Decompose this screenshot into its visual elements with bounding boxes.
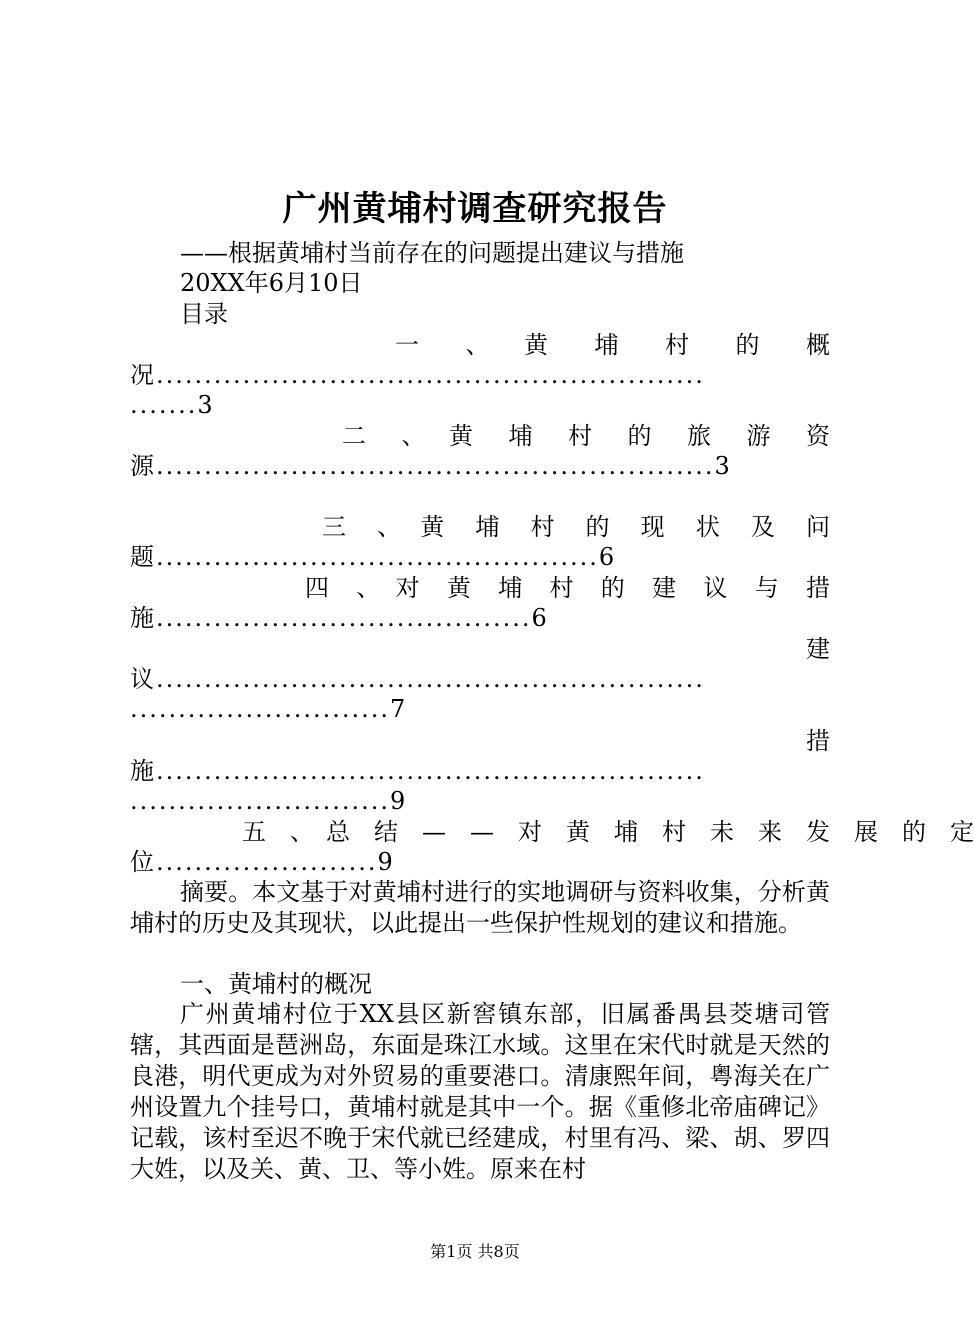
page-footer: 第1页 共8页 bbox=[430, 1242, 520, 1261]
toc-heading: 目录 bbox=[180, 300, 228, 328]
toc-entry[interactable] bbox=[130, 421, 830, 481]
document-date: 20XX年6月10日 bbox=[180, 269, 363, 297]
toc-entry[interactable] bbox=[130, 726, 830, 816]
toc-entry-leader: 源..........................................................3 bbox=[130, 452, 732, 480]
toc-entry-leader: 施......................................................... bbox=[130, 757, 705, 785]
toc-entry-leader: 位.......................9 bbox=[130, 848, 395, 876]
document-title: 广州黄埔村调查研究报告 bbox=[282, 189, 668, 229]
toc-entry-leader: 议......................................................... bbox=[130, 665, 705, 693]
body-paragraph: 广州黄埔村位于XX县区新窖镇东部，旧属番禺县茭塘司管辖，其西面是琶洲岛，东面是珠江水域。这里在宋代时就是天然的良港，明代更成为对外贸易的重要港口。清康熙年间，粤海关在广州设置九个挂号口，黄埔村就是其中一个。据《重修北帝庙碑记》记载，该村至迟不晚于宋代就已经建成，村里有冯、梁、胡、罗四大姓，以及关、黄、卫、等小姓。原来在村 bbox=[130, 1000, 830, 1183]
toc-entry-leader: 题..............................................6 bbox=[130, 543, 617, 571]
toc-entry-leader: 施.......................................6 bbox=[130, 604, 549, 632]
toc-entry[interactable] bbox=[130, 512, 830, 572]
toc-entry-head: 一 、 黄 埔 村 的 概 bbox=[395, 331, 830, 359]
toc-entry-leader-continued: ...........................7 bbox=[130, 695, 408, 723]
document-subtitle: ——根据黄埔村当前存在的问题提出建议与措施 bbox=[180, 239, 684, 267]
toc-entry-head: 二 、 黄 埔 村 的 旅 游 资 bbox=[342, 422, 830, 450]
toc-entry-head: 建 bbox=[806, 635, 830, 663]
toc-entry[interactable] bbox=[130, 573, 830, 633]
toc-entry-head: 五 、 总 结 — — 对 黄 埔 村 未 来 发 展 的 定 bbox=[242, 818, 974, 846]
toc-entry-leader: 况......................................................... bbox=[130, 361, 705, 389]
toc-entry-head: 三 、 黄 埔 村 的 现 状 及 问 bbox=[322, 513, 830, 541]
toc-entry-leader-continued: ...........................9 bbox=[130, 787, 408, 815]
section-heading: 一、黄埔村的概况 bbox=[180, 970, 372, 998]
toc-entry[interactable] bbox=[130, 330, 830, 420]
toc-entry-leader-continued: .......3 bbox=[130, 391, 215, 419]
toc-entry-head: 四 、 对 黄 埔 村 的 建 议 与 措 bbox=[305, 574, 830, 602]
toc-entry-head: 措 bbox=[806, 727, 830, 755]
abstract-paragraph: 摘要。本文基于对黄埔村进行的实地调研与资料收集，分析黄埔村的历史及其现状，以此提出一些保护性规划的建议和措施。 bbox=[130, 878, 830, 937]
toc-entry[interactable] bbox=[130, 634, 830, 724]
toc-entry[interactable] bbox=[130, 817, 974, 877]
